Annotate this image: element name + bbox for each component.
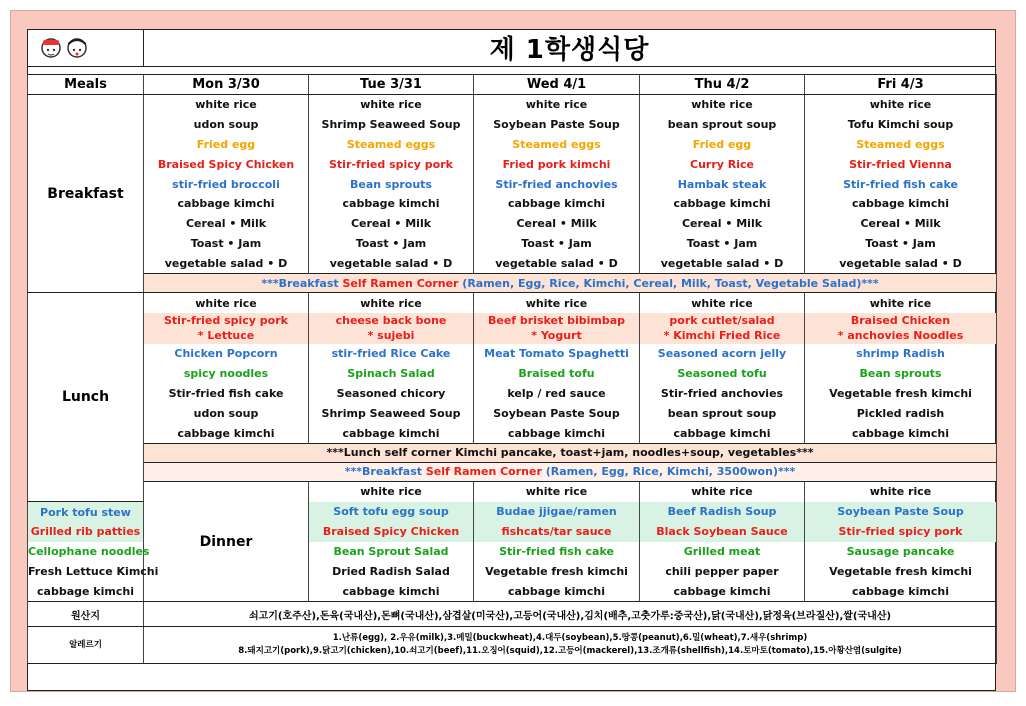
menu-item: udon soup bbox=[144, 403, 309, 423]
menu-item: cabbage kimchi bbox=[640, 423, 805, 443]
day-header: Tue 3/31 bbox=[309, 75, 474, 95]
menu-item: shrimp Radish bbox=[805, 344, 997, 364]
menu-item: Grilled rib patties bbox=[28, 522, 144, 542]
menu-item: cabbage kimchi bbox=[309, 423, 474, 443]
meal-label-lunch: Lunch bbox=[28, 293, 144, 502]
menu-item: stir-fried broccoli bbox=[144, 174, 309, 194]
menu-item: Chicken Popcorn bbox=[144, 344, 309, 364]
table-row bbox=[28, 403, 997, 423]
table-row bbox=[28, 462, 997, 481]
menu-item: Cellophane noodles bbox=[28, 542, 144, 562]
banner-highlight: Self Ramen Corner bbox=[425, 465, 542, 479]
menu-item: Hambak steak bbox=[640, 174, 805, 194]
menu-item: white rice bbox=[309, 95, 474, 115]
menu-item: Braised Spicy Chicken bbox=[144, 154, 309, 174]
menu-item: Stir-fried fish cake bbox=[144, 384, 309, 404]
menu-item: Meat Tomato Spaghetti bbox=[474, 344, 640, 364]
menu-item-side: * anchovies Noodles bbox=[837, 329, 964, 343]
menu-item: Stir-fried spicy pork bbox=[309, 154, 474, 174]
menu-item: Stir-fried spicy pork bbox=[805, 522, 997, 542]
menu-item-side: * Kimchi Fried Rice bbox=[663, 329, 781, 343]
menu-item: Soybean Paste Soup bbox=[805, 502, 997, 522]
menu-item: Braised Chicken bbox=[850, 314, 951, 328]
table-row bbox=[28, 364, 997, 384]
table-row bbox=[28, 174, 997, 194]
menu-item: Cereal • Milk bbox=[309, 214, 474, 234]
menu-item-main bbox=[805, 313, 997, 344]
menu-item: cabbage kimchi bbox=[144, 423, 309, 443]
table-row bbox=[28, 194, 997, 214]
menu-item: cabbage kimchi bbox=[474, 194, 640, 214]
origin-text: 쇠고기(호주산),돈육(국내산),돈뼈(국내산),삼겹살(미국산),고등어(국내산),김치(배추,고춧가루:중국산),닭(국내산),닭정육(브라질산),쌀(국내산) bbox=[144, 602, 997, 627]
meal-table bbox=[27, 74, 997, 664]
menu-item: white rice bbox=[309, 293, 474, 313]
menu-item: fishcats/tar sauce bbox=[474, 522, 640, 542]
menu-item: Soybean Paste Soup bbox=[474, 403, 640, 423]
ramen-banner bbox=[144, 462, 997, 481]
menu-item: Beef brisket bibimbap bbox=[487, 314, 626, 328]
menu-item: Stir-fried spicy pork bbox=[164, 314, 288, 328]
page-title: 제 1학생식당 bbox=[489, 35, 650, 65]
menu-item: cabbage kimchi bbox=[805, 423, 997, 443]
table-row bbox=[28, 423, 997, 443]
menu-item: Toast • Jam bbox=[805, 234, 997, 254]
menu-item: vegetable salad • D bbox=[474, 253, 640, 273]
menu-item: Bean Sprout Salad bbox=[309, 542, 474, 562]
menu-item: Bean sprouts bbox=[309, 174, 474, 194]
menu-item: Spinach Salad bbox=[309, 364, 474, 384]
menu-item: Cereal • Milk bbox=[805, 214, 997, 234]
menu-item: cabbage kimchi bbox=[309, 581, 474, 601]
menu-item: cabbage kimchi bbox=[474, 581, 640, 601]
day-header: Fri 4/3 bbox=[805, 75, 997, 95]
menu-item: Steamed eggs bbox=[805, 135, 997, 155]
menu-item: Shrimp Seaweed Soup bbox=[309, 115, 474, 135]
table-row bbox=[28, 344, 997, 364]
menu-item: Sausage pancake bbox=[805, 542, 997, 562]
menu-item: Stir-fried Vienna bbox=[805, 154, 997, 174]
menu-item: cabbage kimchi bbox=[474, 423, 640, 443]
menu-item: stir-fried Rice Cake bbox=[309, 344, 474, 364]
menu-item: Beef Radish Soup bbox=[640, 502, 805, 522]
menu-item: Vegetable fresh kimchi bbox=[805, 562, 997, 582]
menu-item: white rice bbox=[144, 95, 309, 115]
banner-text: ***Breakfast bbox=[261, 276, 343, 290]
menu-item: Vegetable fresh kimchi bbox=[805, 384, 997, 404]
table-row bbox=[28, 95, 997, 115]
menu-item: cabbage kimchi bbox=[309, 194, 474, 214]
table-row bbox=[28, 253, 997, 273]
table-row bbox=[28, 481, 997, 501]
banner-highlight: Self Ramen Corner bbox=[342, 276, 459, 290]
menu-item: Vegetable fresh kimchi bbox=[474, 562, 640, 582]
menu-item: Fried egg bbox=[640, 135, 805, 155]
table-row bbox=[28, 115, 997, 135]
menu-item: Budae jjigae/ramen bbox=[474, 502, 640, 522]
menu-item: Seasoned tofu bbox=[640, 364, 805, 384]
allergy-text bbox=[144, 627, 997, 664]
menu-item: Seasoned chicory bbox=[309, 384, 474, 404]
banner-text: (Ramen, Egg, Rice, Kimchi, Cereal, Milk, Toast, Vegetable Salad)*** bbox=[458, 276, 879, 290]
menu-item-main bbox=[474, 313, 640, 344]
menu-item: Toast • Jam bbox=[309, 234, 474, 254]
origin-label: 원산지 bbox=[28, 602, 144, 627]
meal-label-breakfast: Breakfast bbox=[28, 95, 144, 293]
menu-item: cheese back bone bbox=[335, 314, 447, 328]
banner-text: ***Breakfast bbox=[344, 465, 426, 479]
menu-item: chili pepper paper bbox=[640, 562, 805, 582]
table-row bbox=[28, 443, 997, 462]
allergy-label: 알레르기 bbox=[28, 627, 144, 664]
menu-item: Braised Spicy Chicken bbox=[309, 522, 474, 542]
menu-item-main bbox=[309, 313, 474, 344]
menu-item: Braised tofu bbox=[474, 364, 640, 384]
breakfast-banner bbox=[144, 274, 997, 293]
menu-item: Curry Rice bbox=[640, 154, 805, 174]
mascot-logo-icon bbox=[27, 29, 144, 67]
day-header: Wed 4/1 bbox=[474, 75, 640, 95]
banner-text: (Ramen, Egg, Rice, Kimchi, 3500won)*** bbox=[541, 465, 796, 479]
menu-item: Dried Radish Salad bbox=[309, 562, 474, 582]
logo-area bbox=[27, 29, 144, 67]
menu-item: bean sprout soup bbox=[640, 115, 805, 135]
menu-item: vegetable salad • D bbox=[640, 253, 805, 273]
menu-item: white rice bbox=[805, 95, 997, 115]
menu-item: white rice bbox=[309, 481, 474, 501]
menu-item-main bbox=[640, 313, 805, 344]
menu-item: Stir-fried anchovies bbox=[474, 174, 640, 194]
menu-item: Black Soybean Sauce bbox=[640, 522, 805, 542]
allergy-line: 1.난류(egg), 2.우유(milk),3.메밀(buckwheat),4.대두(soybean),5.땅콩(peanut),6.밀(wheat),7.새우(shrimp) bbox=[332, 633, 808, 644]
menu-item: Fresh Lettuce Kimchi bbox=[28, 562, 144, 582]
menu-item: Soft tofu egg soup bbox=[309, 502, 474, 522]
menu-item: white rice bbox=[144, 293, 309, 313]
menu-item: Toast • Jam bbox=[474, 234, 640, 254]
allergy-line: 8.돼지고기(pork),9.닭고기(chicken),10.쇠고기(beef),11.오징어(squid),12.고등어(mackerel),13.조개류(shellfish),14.토마토(tomato),15.아황산염(sulgite) bbox=[238, 646, 902, 657]
menu-item: udon soup bbox=[144, 115, 309, 135]
menu-item: white rice bbox=[805, 481, 997, 501]
menu-item: Grilled meat bbox=[640, 542, 805, 562]
menu-item: Stir-fried fish cake bbox=[805, 174, 997, 194]
menu-item: vegetable salad • D bbox=[805, 253, 997, 273]
menu-item-main bbox=[144, 313, 309, 344]
menu-item: spicy noodles bbox=[144, 364, 309, 384]
header-row bbox=[28, 75, 997, 95]
menu-item: Cereal • Milk bbox=[474, 214, 640, 234]
menu-item: white rice bbox=[640, 95, 805, 115]
menu-item: Steamed eggs bbox=[309, 135, 474, 155]
menu-item-side: * Lettuce bbox=[197, 329, 255, 343]
day-header: Thu 4/2 bbox=[640, 75, 805, 95]
menu-item: white rice bbox=[474, 95, 640, 115]
menu-item: cabbage kimchi bbox=[805, 581, 997, 601]
menu-item: Cereal • Milk bbox=[144, 214, 309, 234]
meals-header: Meals bbox=[28, 75, 144, 95]
menu-item: Tofu Kimchi soup bbox=[805, 115, 997, 135]
table-row bbox=[28, 135, 997, 155]
menu-item: vegetable salad • D bbox=[144, 253, 309, 273]
menu-item: white rice bbox=[474, 293, 640, 313]
table-row bbox=[28, 384, 997, 404]
menu-item: white rice bbox=[805, 293, 997, 313]
menu-item: Pickled radish bbox=[805, 403, 997, 423]
menu-item: Fried pork kimchi bbox=[474, 154, 640, 174]
menu-item-side: * Yogurt bbox=[531, 329, 582, 343]
menu-item: Toast • Jam bbox=[640, 234, 805, 254]
meal-label-dinner: Dinner bbox=[144, 481, 309, 601]
menu-item: Stir-fried anchovies bbox=[640, 384, 805, 404]
menu-item: Cereal • Milk bbox=[640, 214, 805, 234]
day-header: Mon 3/30 bbox=[144, 75, 309, 95]
menu-item: Stir-fried fish cake bbox=[474, 542, 640, 562]
table-row bbox=[28, 234, 997, 254]
menu-item: cabbage kimchi bbox=[640, 581, 805, 601]
menu-item: white rice bbox=[474, 481, 640, 501]
menu-item: Toast • Jam bbox=[144, 234, 309, 254]
table-row bbox=[28, 627, 997, 664]
menu-item: cabbage kimchi bbox=[640, 194, 805, 214]
menu-item: cabbage kimchi bbox=[28, 581, 144, 601]
menu-item: white rice bbox=[640, 481, 805, 501]
menu-item: pork cutlet/salad bbox=[669, 314, 775, 328]
lunch-banner: ***Lunch self corner Kimchi pancake, toast+jam, noodles+soup, vegetables*** bbox=[144, 443, 997, 462]
menu-item: bean sprout soup bbox=[640, 403, 805, 423]
menu-item-side: * sujebi bbox=[367, 329, 415, 343]
menu-item: Seasoned acorn jelly bbox=[640, 344, 805, 364]
menu-item: kelp / red sauce bbox=[474, 384, 640, 404]
menu-item: cabbage kimchi bbox=[805, 194, 997, 214]
title-bar bbox=[143, 29, 996, 67]
menu-item: Shrimp Seaweed Soup bbox=[309, 403, 474, 423]
menu-item: Bean sprouts bbox=[805, 364, 997, 384]
table-row bbox=[28, 293, 997, 313]
menu-item: white rice bbox=[640, 293, 805, 313]
menu-item: Pork tofu stew bbox=[28, 502, 144, 522]
table-row bbox=[28, 154, 997, 174]
table-row bbox=[28, 313, 997, 344]
menu-item: Steamed eggs bbox=[474, 135, 640, 155]
menu-item: Fried egg bbox=[144, 135, 309, 155]
table-row bbox=[28, 274, 997, 293]
table-row bbox=[28, 214, 997, 234]
table-row bbox=[28, 602, 997, 627]
menu-item: Soybean Paste Soup bbox=[474, 115, 640, 135]
menu-item: vegetable salad • D bbox=[309, 253, 474, 273]
menu-item: cabbage kimchi bbox=[144, 194, 309, 214]
